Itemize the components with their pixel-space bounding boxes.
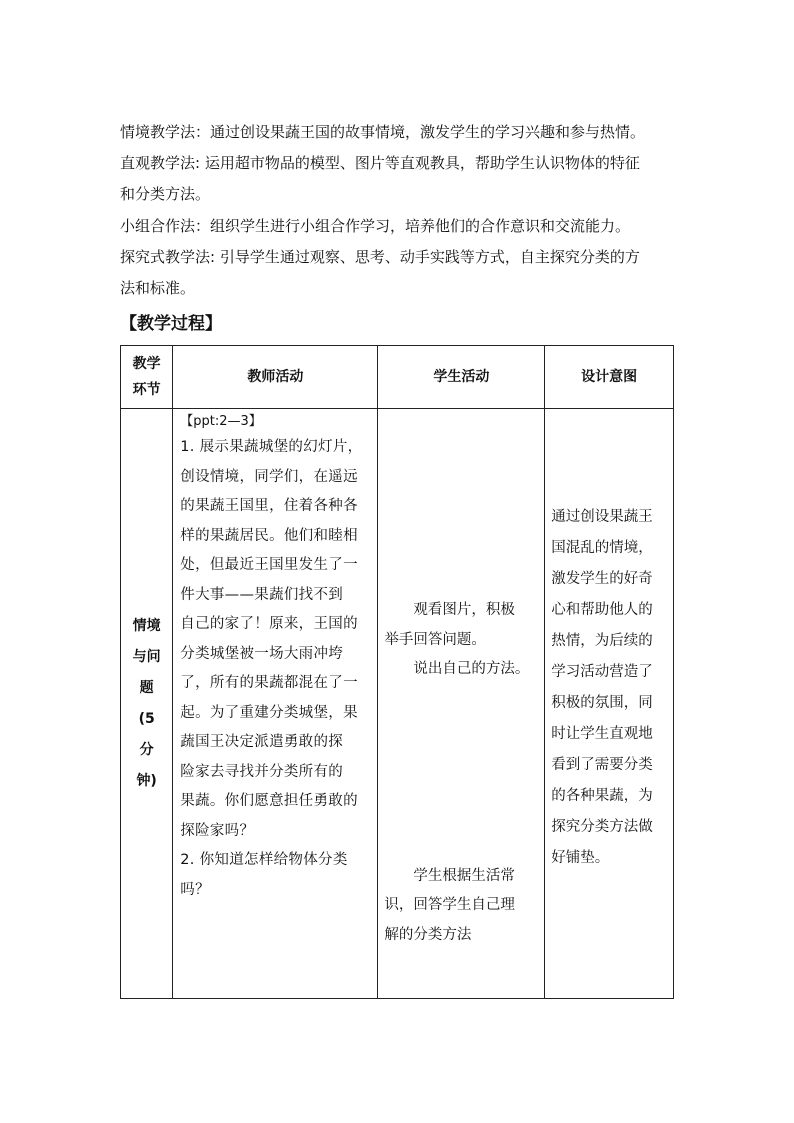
section-title: 【教学过程】 — [120, 314, 222, 334]
paragraph-situational-method: 情境教学法：通过创设果蔬王国的故事情境，激发学生的学习兴趣和参与热情。 — [120, 123, 646, 141]
teacher-line: 了，所有的果蔬都混在了一 — [180, 675, 358, 691]
header-design-intent: 设计意图 — [545, 346, 674, 409]
teaching-process-table — [120, 345, 674, 999]
student-line: 学生根据生活常 — [384, 867, 515, 884]
student-line: 观看图片，积极 — [384, 602, 515, 618]
stage-line: 情境 — [132, 617, 161, 634]
teacher-line: 吗？ — [180, 881, 210, 898]
design-line: 探究分类方法做 — [551, 819, 653, 835]
paragraph-intuitive-method: 直观教学法: 运用超市物品的模型、图片等直观教具，帮助学生认识物体的特征 — [120, 154, 640, 172]
design-line: 积极的氛围，同 — [551, 695, 653, 711]
stage-line: 题 — [139, 679, 154, 696]
teacher-activity-cell — [173, 409, 378, 999]
teacher-line: 自己的家了！原来，王国的 — [180, 616, 358, 632]
stage-line: 分 — [139, 741, 154, 758]
design-line: 通过创设果蔬王 — [551, 509, 653, 525]
design-line: 看到了需要分类 — [551, 757, 653, 773]
student-line: 说出自己的方法。 — [384, 661, 530, 677]
header-stage-line: 环节 — [132, 382, 161, 398]
student-spacer — [384, 409, 540, 596]
paragraph-intuitive-method-cont: 和分类方法。 — [120, 185, 211, 203]
teacher-line: 起。为了重建分类城堡，果 — [180, 704, 358, 721]
header-student-activity: 学生活动 — [378, 346, 545, 409]
stage-line: 钟) — [136, 772, 157, 789]
teacher-line: 处，但最近王国里发生了一 — [180, 557, 358, 573]
student-line: 举手回答问题。 — [384, 631, 486, 648]
student-line: 解的分类方法 — [384, 926, 472, 943]
student-activity-cell — [378, 409, 545, 999]
design-spacer — [551, 409, 667, 502]
teacher-line: 果蔬。你们愿意担任勇敢的 — [180, 793, 358, 809]
teacher-line: 1. 展示果蔬城堡的幻灯片， — [180, 439, 363, 455]
teacher-line: 的果蔬王国里，住着各种各 — [180, 498, 358, 514]
design-line: 时让学生直观地 — [551, 726, 653, 742]
ppt-reference: 【ppt:2—3】 — [180, 414, 262, 429]
student-spacer — [384, 685, 540, 862]
teacher-line: 创设情境，同学们，在遥远 — [180, 468, 358, 485]
table-row — [121, 409, 674, 999]
design-intent-cell — [545, 409, 674, 999]
stage-line: 与问 — [132, 648, 161, 665]
header-stage-line: 教学 — [132, 356, 161, 372]
paragraph-inquiry-method: 探究式教学法: 引导学生通过观察、思考、动手实践等方式，自主探究分类的方 — [120, 248, 640, 266]
table-header-row — [121, 346, 674, 409]
design-line: 激发学生的好奇 — [551, 571, 653, 587]
design-line: 心和帮助他人的 — [551, 602, 653, 618]
teacher-line: 蔬国王决定派遣勇敢的探 — [180, 734, 344, 750]
teacher-line: 件大事——果蔬们找不到 — [180, 586, 344, 603]
design-line: 好铺垫。 — [551, 850, 610, 866]
design-line: 学习活动营造了 — [551, 664, 653, 680]
design-line: 热情，为后续的 — [551, 633, 653, 649]
header-teacher-activity: 教师活动 — [173, 346, 378, 409]
student-line: 识，回答学生自己理 — [384, 897, 515, 913]
stage-cell — [121, 409, 173, 999]
header-stage — [121, 346, 173, 409]
paragraph-group-method: 小组合作法：组织学生进行小组合作学习，培养他们的合作意识和交流能力。 — [120, 217, 631, 235]
design-line: 的各种果蔬，为 — [551, 788, 653, 804]
teacher-line: 样的果蔬居民。他们和睦相 — [180, 527, 358, 544]
paragraph-inquiry-method-cont: 法和标准。 — [120, 279, 196, 297]
teacher-line: 分类城堡被一场大雨冲垮 — [180, 645, 344, 662]
teacher-line: 2. 你知道怎样给物体分类 — [180, 852, 348, 868]
stage-line: (5 — [138, 710, 155, 727]
teacher-line: 险家去寻找并分类所有的 — [180, 763, 344, 780]
design-line: 国混乱的情境， — [551, 540, 653, 556]
teacher-line: 探险家吗？ — [180, 822, 255, 839]
